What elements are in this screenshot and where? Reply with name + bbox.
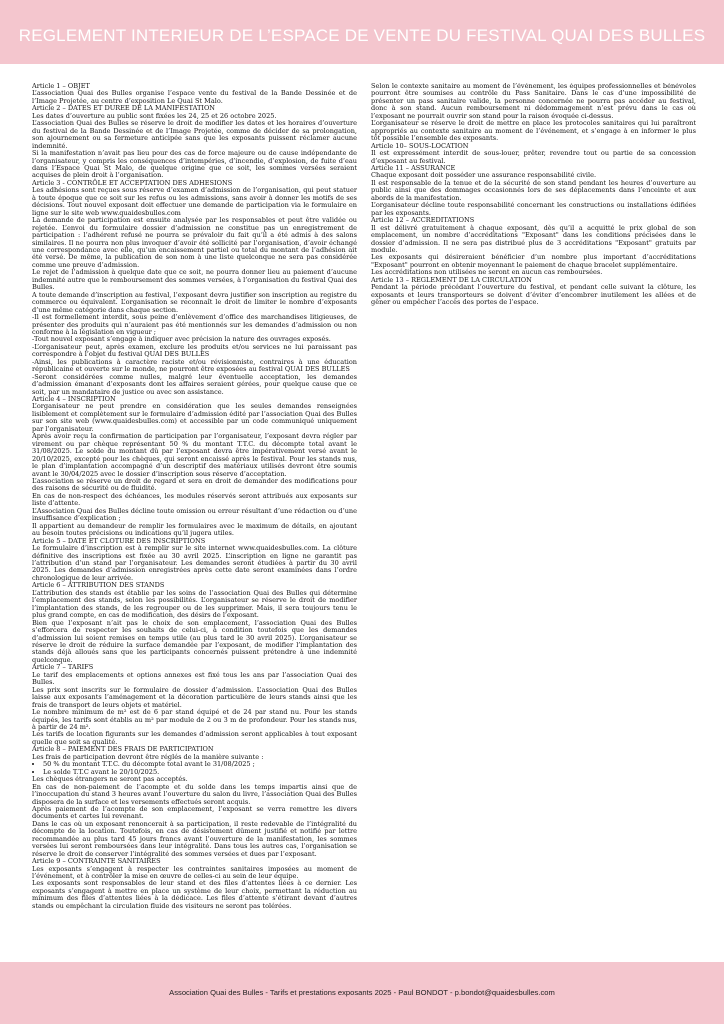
article-section <box>32 582 357 664</box>
article-paragraph: Les prix sont inscrits sur le formulaire de dossier d’admission. L’association Quai des Bulles laisse aux exposants l’aménagement et la décoration particulière de leurs stands ainsi que les frais de transport de leurs objets et matériel. <box>32 685 357 709</box>
article-section <box>371 277 696 307</box>
article-title: Article 8 – PAIEMENT DES FRAIS DE PARTICIPATION <box>32 745 214 754</box>
article-section <box>371 143 696 165</box>
article-paragraph: Les exposants sont responsables de leur stand et des files d’attentes liées à ce dernier. Les exposants s’engagent à mettre en place un système de leur choix, permettant la réduction au minimum des files d’attentes liées à la dédicace. Les files d’attente s’étirant devant d’autres stands ou empêchant la circulation fluide des visiteurs ne seront pas tolérées. <box>32 879 357 910</box>
article-paragraph: Chaque exposant doit posséder une assurance responsabilité civile. <box>371 171 597 180</box>
article-paragraph: L’attribution des stands est établie par les soins de l’association Quai des Bulles qui détermine l’emplacement des stands, selon les possibilités. L’organisateur se réserve le droit de modifier l’implantation des stands, de les regrouper ou de les supprimer. Mais, il sera toujours tenu le plus grand compte, en cas de modification, des désirs de l’exposant. <box>32 588 357 620</box>
article-title: Article 12 – ACCREDITATIONS <box>371 216 475 225</box>
article-title: Article 9 – CONTRAINTE SANITAIRES <box>32 857 161 866</box>
article-section <box>371 165 696 217</box>
article-paragraph: Bien que l’exposant n’ait pas le choix de son emplacement, l’association Quai des Bulles s’efforcera de respecter les souhaits de celui-ci, à condition toutefois que les demandes d’admission lui soient remises en temps utile (au plus tard le 30 avril 2025). L’organisateur se réserve le droit de réduire la surface demandée par l’exposant, de modifier l’implantation des stands déjà alloués sans que les participants concernés puissent prétendre à une indemnité quelconque. <box>32 618 357 664</box>
article-paragraph: Les exposants s’engagent à respecter les contraintes sanitaires imposées au moment de l’événement, et à contrôler la mise en œuvre de celles-ci au sein de leur équipe. <box>32 864 357 881</box>
article-paragraph: Dans le cas où un exposant renoncerait à sa participation, il reste redevable de l’intégralité du décompte de la location. Toutefois, en cas de désistement dûment justifié et notifié par lettre recommandée au plus tard 45 jours francs avant l’ouverture de la manifestation, les sommes versées lui seront remboursées dans leur intégralité. Dans tous les autres cas, l’organisation se réserve le droit de conserver l’intégralité des sommes versées et dues par l’exposant. <box>32 819 357 858</box>
article-paragraph: En cas de non-respect des échéances, les modules réservés seront attribués aux exposants sur liste d’attente. <box>32 491 357 508</box>
article-section <box>32 538 357 583</box>
article-paragraph: La demande de participation est ensuite analysée par les responsables et peut être validée ou rejetée. L’envoi du formulaire dossier d’admission ne constitue pas un enregistrement de participation : l’adhérent refusé ne pourra se prévaloir du fait qu’il a été admis à des salons similaires. Il ne pourra non plus invoquer d’avoir été sollicité par l’organisation, d’avoir échangé une correspondance avec elle, qu’un encaissement partiel ou total du montant de l’adhésion ait été versé. De même, la publication de son nom à une liste quelconque ne sera pas considérée comme une preuve d’admission. <box>32 216 357 269</box>
article-paragraph: Le tarif des emplacements et options annexes est fixé tous les ans par l’association Quai des Bulles. <box>32 670 357 687</box>
article-paragraph: Le rejet de l’admission à quelque date que ce soit, ne pourra donner lieu au paiement d’aucune indemnité autre que le remboursement des sommes versées, à l’organisation du festival Quai des Bulles. <box>32 268 357 292</box>
article-paragraph: -Seront considérées comme nulles, malgré leur éventuelle acceptation, les demandes d’admission émanant d’exposants dont les affaires seraient gérées, pour quelque cause que ce soit, par un mandataire de justice ou avec son assistance. <box>32 372 357 396</box>
article-paragraph: Les exposants qui désireraient bénéficier d’un nombre plus important d’accréditations "Exposant" pourront en obtenir moyennant le paiement de chaque bracelet supplémentaire. <box>371 253 696 269</box>
article-paragraph: L’organisateur décline toute responsabilité concernant les constructions ou installations édifiées par les exposants. <box>371 201 696 217</box>
bullet-item: • 50 % du montant T.T.C. du décompte total avant le 31/08/2025 ; <box>43 761 357 768</box>
article-section <box>32 664 357 746</box>
article-paragraph: Les accréditations non utilisées ne seront en aucun cas remboursées. <box>371 268 603 277</box>
article-paragraph: Si la manifestation n’avait pas lieu pour des cas de force majeure ou de cause indépendante de l’organisateur, y compris les conséquences d’intempéries, d’incendie, d’explosion, de fuite d’eau dans l’Espace Quai St Malo, de quelque origine que ce soit, les sommes versées seraient acquises de plein droit à l’organisation. <box>32 149 357 180</box>
article-paragraph: Selon le contexte sanitaire au moment de l’événement, les équipes professionnelles et bénévoles pourront être soumises au contrôle du Pass Sanitaire. Dans le cas d’une impossibilité de présenter un pass sanitaire valide, la personne concernée ne pourra pas accéder au festival, donc à son stand. Aucun remboursement ni dédommagement n’est prévu dans le cas où l’exposant ne pourrait ouvrir son stand pour la raison évoquée ci-dessus. <box>371 83 696 120</box>
article-paragraph: En cas de non-paiement de l’acompte et du solde dans les temps impartis ainsi que de l’inoccupation du stand 3 heures avant l’ouverture du salon du livre, l’association Quai des Bulles disposera de la surface et les versements effectués seront acquis. <box>32 782 357 806</box>
article-title: Article 3 - CONTRÔLE ET ACCEPTATION DES ADHESIONS <box>32 178 233 187</box>
footer-text: Association Quai des Bulles - Tarifs et prestations exposants 2025 - Paul BONDOT - p.bondot@quaidesbulles.com <box>169 988 555 997</box>
article-title: Article 4 – INSCRIPTION <box>32 395 116 404</box>
article-title: Article 5 – DATE ET CLOTURE DES INSCRIPTIONS <box>32 536 206 545</box>
article-paragraph: Les dates d’ouverture au public sont fixées les 24, 25 et 26 octobre 2025. <box>32 111 277 120</box>
article-title: Article 10– SOUS-LOCATION <box>371 141 469 150</box>
article-section <box>32 746 357 858</box>
header-banner <box>0 0 724 64</box>
article-paragraph: L’association se réserve un droit de regard et sera en droit de demander des modifications pour des raisons de sécurité ou de fluidité. <box>32 477 357 493</box>
article-paragraph: Il appartient au demandeur de remplir les formulaires avec le maximum de détails, en ajoutant au besoin toutes précisions ou indications qu’il jugera utiles. <box>32 521 357 538</box>
article-paragraph: Les frais de participation devront être réglés de la manière suivante : <box>32 752 264 761</box>
article-title: Article 6 – ATTRIBUTION DES STANDS <box>32 581 165 590</box>
article-paragraph: Après avoir reçu la confirmation de participation par l’organisateur, l’exposant devra régler par virement ou par chèque représentant 50 % du montant T.T.C. du décompte total avant le 31/08/2025. Le solde du montant dû par l’exposant devra être impérativement versé avant le 20/10/2025, excepté pour les chèques, qui seront encaissé après le festival. Pour les stands nus, le plan d’implantation accompagné d’un descriptif des matériaux utilisés devront être soumis avant le 30/04/2025 avec le dossier d’inscription sous réserve d’acceptation. <box>32 432 357 478</box>
article-paragraph: Le nombre minimum de m² est de 6 par stand équipé et de 24 par stand nu. Pour les stands équipés, les tarifs sont établis au m² par module de 2 ou 3 m de profondeur. Pour les stands nus, à partir de 24 m². <box>32 708 357 731</box>
page-title: REGLEMENT INTERIEUR DE L’ESPACE DE VENTE DU FESTIVAL QUAI DES BULLES <box>18 26 706 45</box>
article-paragraph: Les tarifs de location figurants sur les demandes d’admission seront applicables à tout exposant quelle que soit sa qualité. <box>32 730 357 746</box>
bullet-item: • Le solde T.T.C avant le 20/10/2025. <box>43 769 357 776</box>
article-paragraph: -L’organisateur peut, après examen, exclure les produits et/ou services ne lui paraissant pas correspondre à l’objet du festival QUAI DES BULLES <box>32 342 357 359</box>
article-section <box>371 217 696 277</box>
article-paragraph: L’Association Quai des Bulles décline toute omission ou erreur résultant d’une rédaction ou d’une insuffisance d’explication ; <box>32 506 357 523</box>
article-paragraph: L’association Quai des Bulles se réserve le droit de modifier les dates et les horaires d’ouverture du festival de la Bande Dessinée et de l’Image Projetée, comme de décider de sa prolongation, son ajournement ou sa fermeture anticipée sans que les exposants puissent réclamer aucune indemnité. <box>32 119 357 150</box>
article-paragraph: Les adhésions sont reçues sous réserve d’examen d’admission de l’organisation, qui peut statuer à toute époque que ce soit sur les refus ou les admissions, sans avoir à donner les motifs de ses décisions. Tout nouvel exposant doit effectuer une demande de participation via le formulaire en ligne sur le site web www.quaidesbulles.com <box>32 186 357 217</box>
article-section <box>32 105 357 180</box>
article-section <box>32 180 357 396</box>
article-paragraph: -Il est formellement interdit, sous peine d’enlèvement d’office des marchandises litigieuses, de présenter des produits qui n’auraient pas été mentionnés sur les demandes d’admission ou non conforme à la législation en vigueur ; <box>32 313 357 336</box>
article-paragraph: L’association Quai des Bulles organise l’espace vente du festival de la Bande Dessinée et de l’Image Projetée, au centre d’exposition Le Quai St Malo. <box>32 89 357 105</box>
article-section <box>32 396 357 538</box>
bullet-list <box>32 761 357 776</box>
article-paragraph: Pendant la période précédant l’ouverture du festival, et pendant celle suivant la clôture, les exposants et leurs transporteurs se doivent d’éviter d’encombrer inutilement les allées et de gêner ou empêcher l’accès des portes de l’espace. <box>371 283 696 307</box>
document-body <box>32 83 696 919</box>
article-title: Article 13 – REGLEMENT DE LA CIRCULATION <box>371 275 532 284</box>
article-paragraph: -Ainsi, les publications à caractère raciste et/ou révisionniste, contraires à une éducation républicaine et ouverte sur le monde, ne pourront être exposées au festival QUAI DES BULLES <box>32 357 357 374</box>
article-title: Article 1 – OBJET <box>32 83 90 90</box>
article-paragraph: A toute demande d’inscription au festival, l’exposant devra justifier son inscription au registre du commerce ou équivalent. L’organisation se reconnaît le droit de limiter le nombre d’exposants d’une même catégorie dans chaque section. <box>32 290 357 314</box>
article-paragraph: Après paiement de l’acompte de son emplacement, l’exposant se verra remettre les divers documents et cartes lui revenant. <box>32 804 357 821</box>
article-paragraph: Il est expressément interdit de sous-louer, prêter, revendre tout ou partie de sa concession d’exposant au festival. <box>371 149 696 165</box>
article-paragraph: Il est responsable de la tenue et de la sécurité de son stand pendant les heures d’ouverture au public ainsi que des dommages occasionnés lors de ses déplacements dans l’enceinte et aux abords de la manifestation. <box>371 178 696 202</box>
article-section <box>32 83 357 105</box>
article-title: Article 7 – TARIFS <box>32 663 94 672</box>
footer-banner <box>0 962 724 1024</box>
article-paragraph: Les chèques étrangers ne seront pas acceptés. <box>32 775 188 784</box>
article-title: Article 2 – DATES ET DUREE DE LA MANIFESTATION <box>32 104 216 113</box>
article-paragraph: Le formulaire d’inscription est à remplir sur le site internet www.quaidesbulles.com. La clôture définitive des inscriptions est fixée au 30 avril 2025. L’inscription en ligne ne garantit pas l’attribution d’un stand par l’organisateur. Les demandes seront étudiées à partir du 30 avril 2025. Les demandes d’admission enregistrées après cette date seront examinées dans l’ordre chronologique de leur arrivée. <box>32 544 357 582</box>
article-title: Article 11 – ASSURANCE <box>371 163 456 172</box>
article-paragraph: L’organisateur se réserve le droit de mettre en place les protocoles sanitaires qui lui paraîtront appropriés au contexte sanitaire au moment de l’événement, et s’engage à en informer le plus tôt possible l’ensemble des exposants. <box>371 119 696 143</box>
article-paragraph: -Tout nouvel exposant s’engage à indiquer avec précision la nature des ouvrages exposés. <box>32 335 331 344</box>
article-paragraph: L’organisateur ne peut prendre en considération que les seules demandes renseignées lisiblement et complètement sur le formulaire d’admission édité par l’association Quai des Bulles sur son site web (www.quaidesbulles.com) et accessible par un code communiqué uniquement par l’organisateur. <box>32 402 357 433</box>
article-paragraph: Il est délivré gratuitement à chaque exposant, dès qu’il a acquitté le prix global de son emplacement, un nombre d’accréditations "Exposant" dans les conditions précisées dans le dossier d’admission. Il ne sera pas distribué plus de 3 accréditations "Exposant" gratuits par module. <box>371 223 696 254</box>
